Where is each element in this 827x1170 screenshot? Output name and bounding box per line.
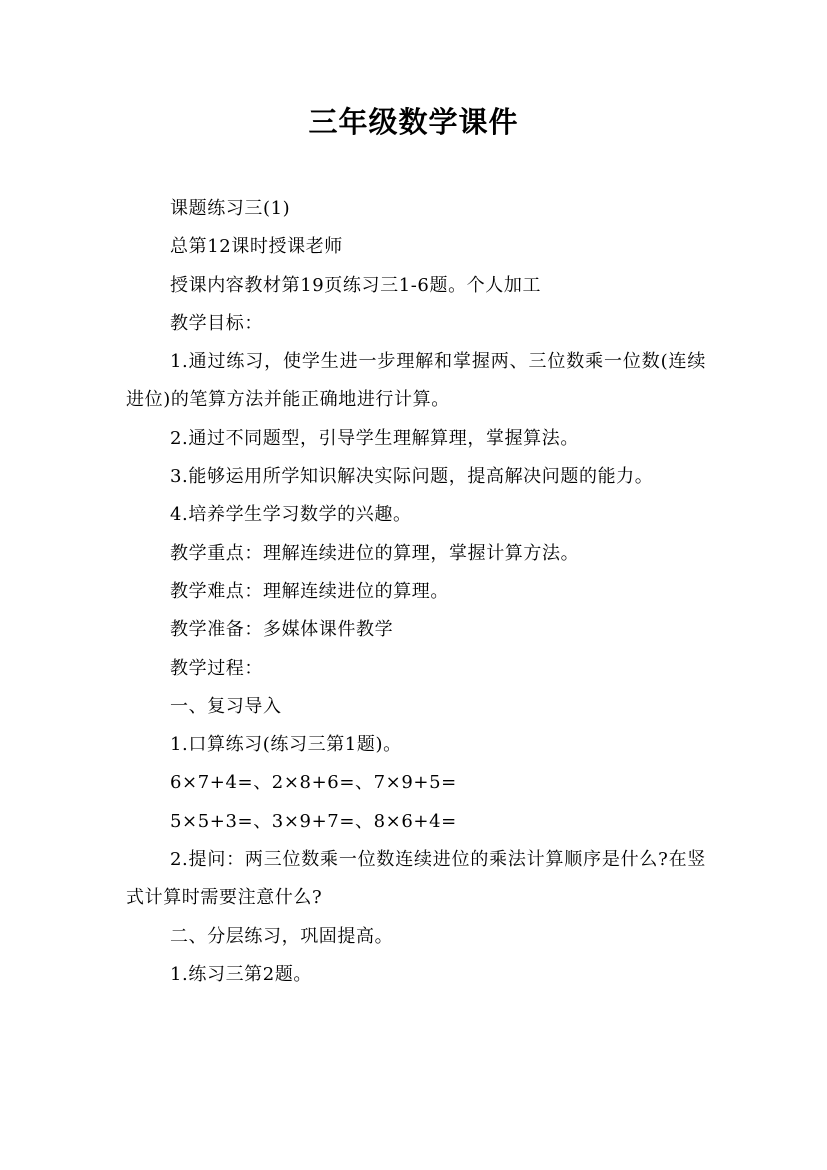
- paragraph-objectives-heading: 教学目标：: [170, 312, 263, 334]
- paragraph-preparation: 教学准备：多媒体课件教学: [170, 619, 394, 641]
- paragraph-topic: 课题练习三(1): [170, 198, 291, 219]
- paragraph-key-point: 教学重点：理解连续进位的算理，掌握计算方法。: [170, 542, 580, 564]
- paragraph-exercise-row-1: 6×7+4=、2×8+6=、7×9+5=: [170, 772, 457, 794]
- paragraph-section-2: 二、分层练习，巩固提高。: [170, 925, 394, 947]
- paragraph-lesson-number: 总第12课时授课老师: [170, 236, 343, 258]
- document-title: 三年级数学课件: [308, 105, 519, 139]
- paragraph-objective-2: 2.通过不同题型，引导学生理解算理，掌握算法。: [170, 427, 579, 449]
- paragraph-process-heading: 教学过程：: [170, 657, 263, 679]
- paragraph-objective-1: 1.通过练习，使学生进一步理解和掌握两、三位数乘一位数(连续进位)的笔算方法并能正确地进行计算。: [126, 351, 706, 411]
- paragraph-objective-4: 4.培养学生学习数学的兴趣。: [170, 504, 412, 526]
- paragraph-section-1: 一、复习导入: [170, 695, 282, 717]
- paragraph-question: 2.提问：两三位数乘一位数连续进位的乘法计算顺序是什么?在竖式计算时需要注意什么?: [126, 849, 706, 909]
- paragraph-oral-practice: 1.口算练习(练习三第1题)。: [170, 734, 402, 756]
- paragraph-difficulty: 教学难点：理解连续进位的算理。: [170, 580, 449, 602]
- paragraph-exercise-2: 1.练习三第2题。: [170, 963, 313, 985]
- paragraph-exercise-row-2: 5×5+3=、3×9+7=、8×6+4=: [170, 810, 457, 832]
- document-body: [126, 190, 706, 994]
- paragraph-objective-3: 3.能够运用所学知识解决实际问题，提高解决问题的能力。: [170, 466, 654, 488]
- paragraph-content: 授课内容教材第19页练习三1-6题。个人加工: [170, 274, 542, 296]
